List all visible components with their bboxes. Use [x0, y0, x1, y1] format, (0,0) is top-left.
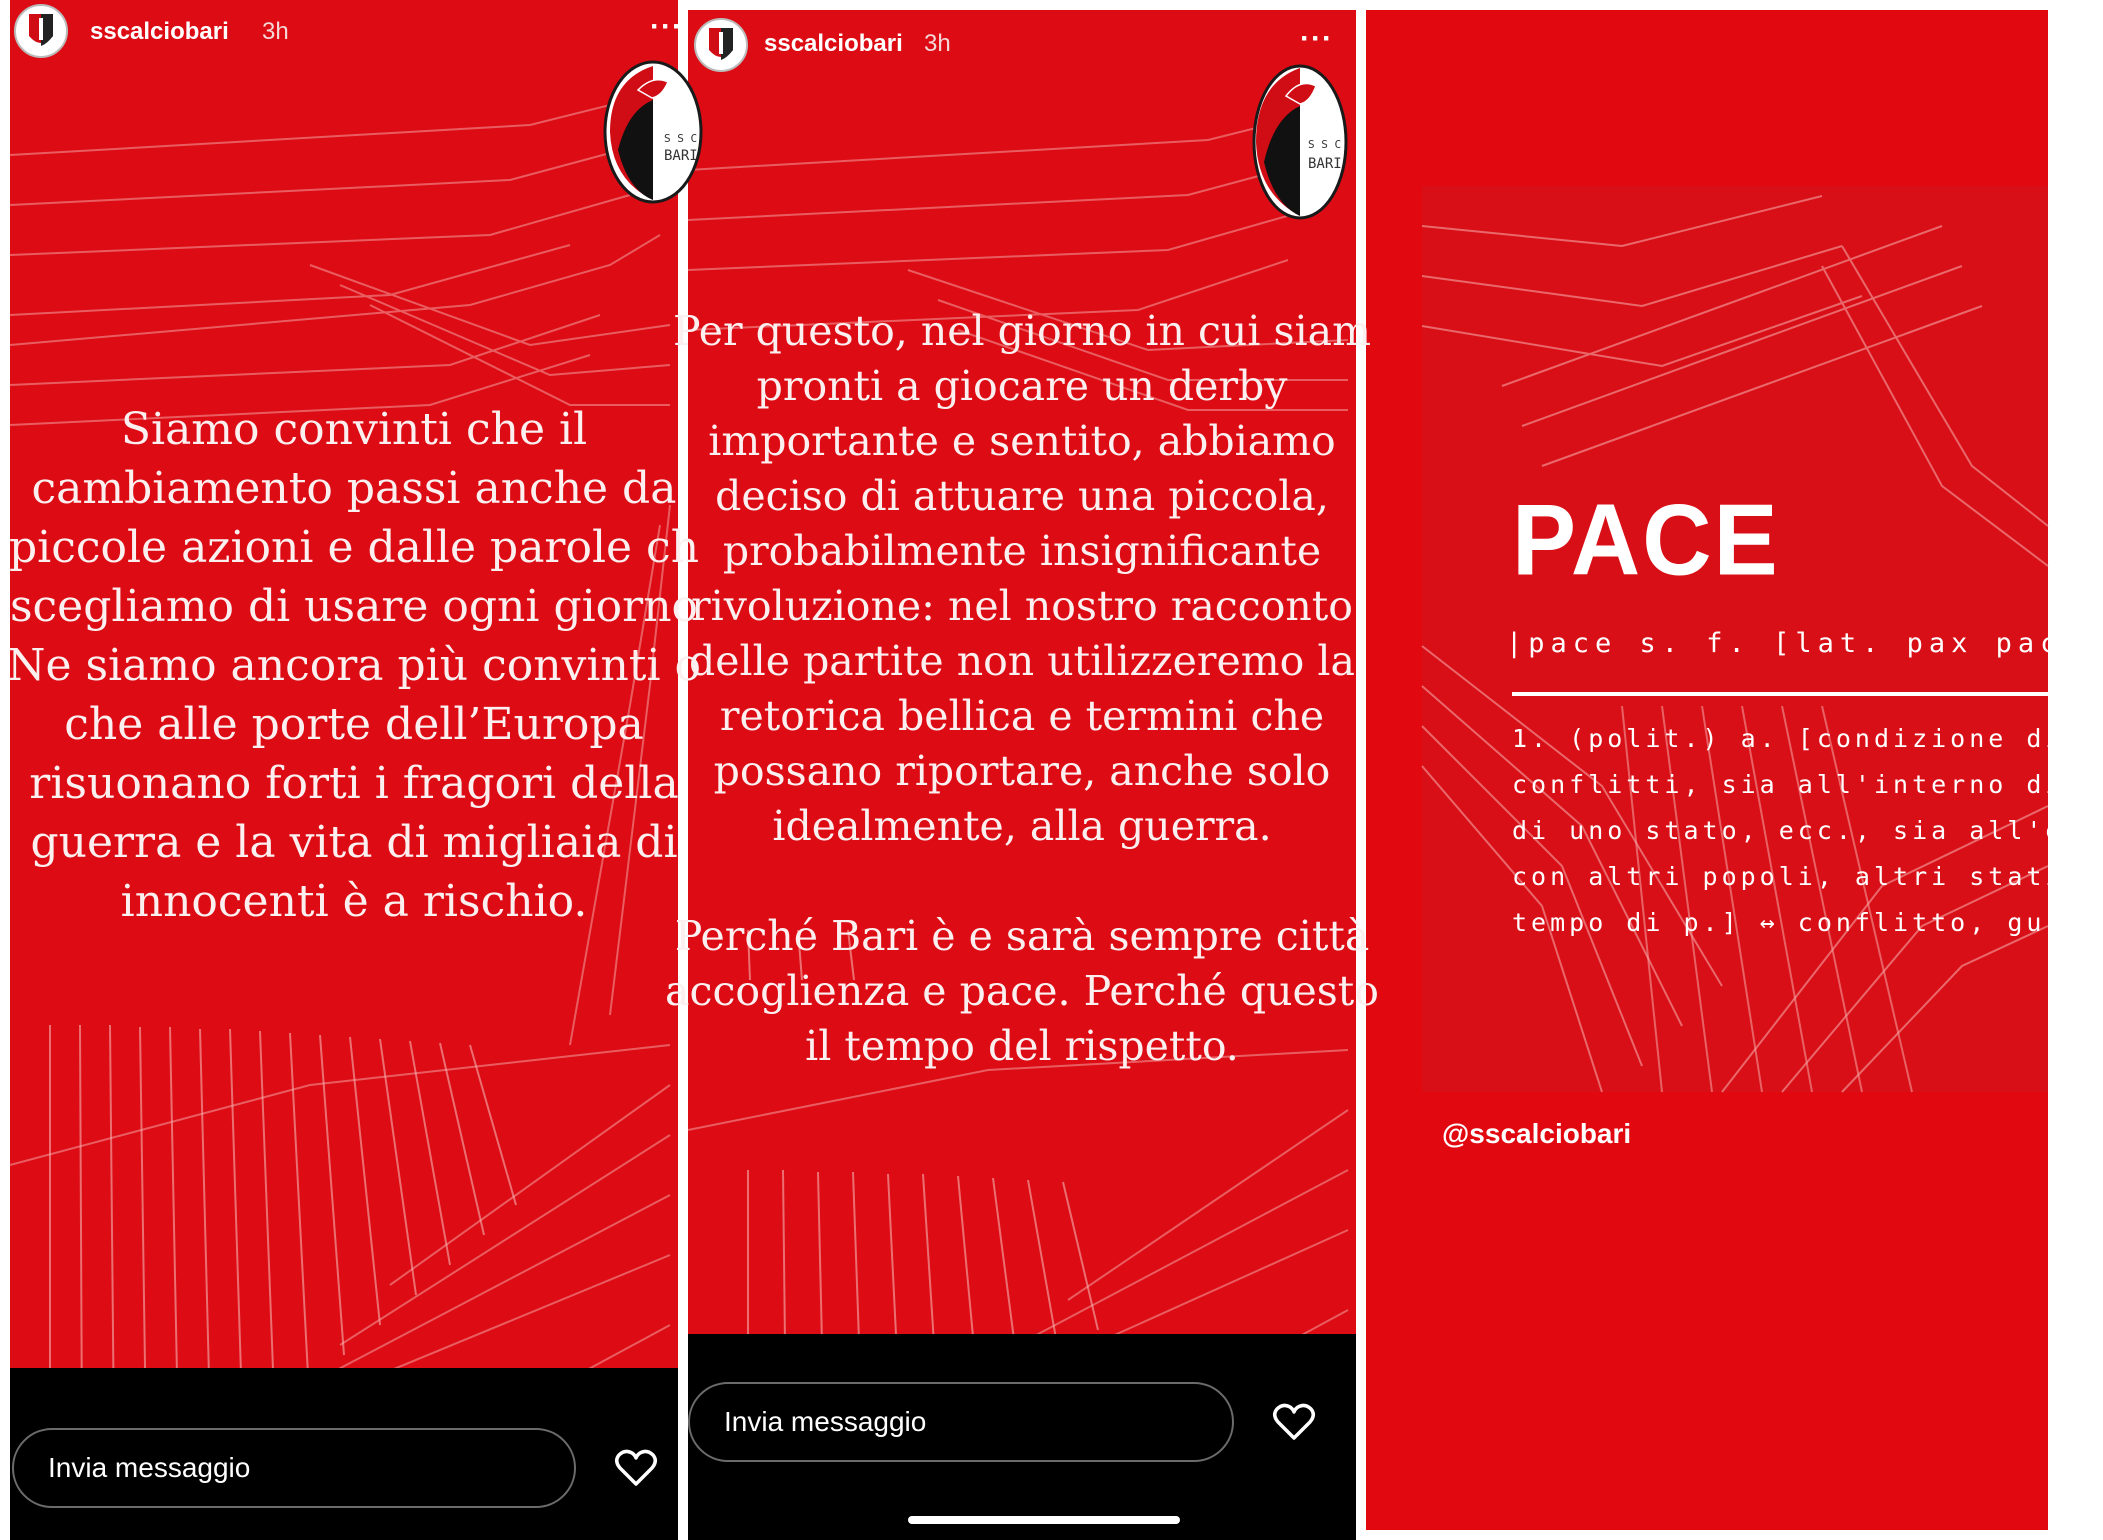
mention-handle[interactable]: @sscalciobari	[1442, 1118, 1632, 1149]
avatar[interactable]	[694, 18, 748, 72]
divider	[1512, 692, 2048, 696]
username[interactable]: sscalciobari	[764, 30, 903, 57]
reply-bar	[10, 1368, 678, 1540]
story-header	[688, 10, 1356, 80]
svg-text:BARI: BARI	[1308, 156, 1342, 172]
svg-text:S S C: S S C	[664, 132, 698, 145]
post-time: 3h	[262, 18, 289, 45]
send-message-input[interactable]	[12, 1428, 576, 1508]
definition-title: PACE	[1512, 484, 1780, 597]
avatar[interactable]	[14, 4, 68, 58]
definition-pronunciation: |pace s. f. [lat. pax pac	[1506, 628, 2063, 659]
story-panel-2	[665, 10, 1379, 1540]
more-icon[interactable]: ···	[1300, 22, 1333, 55]
send-message-input[interactable]	[688, 1382, 1234, 1462]
story-panel-1	[6, 0, 702, 1540]
club-crest-icon	[696, 20, 746, 70]
svg-text:BARI: BARI	[664, 148, 698, 164]
send-message-placeholder: Invia messaggio	[724, 1406, 927, 1437]
send-message-placeholder: Invia messaggio	[48, 1452, 251, 1483]
club-crest-icon	[16, 6, 66, 56]
svg-text:S S C: S S C	[1308, 138, 1342, 151]
heart-icon[interactable]	[614, 1448, 658, 1488]
home-indicator	[908, 1516, 1180, 1524]
reply-bar	[688, 1334, 1356, 1540]
story-text: Per questo, nel giorno in cui siam pronti a giocare un derby importante e sentito, abbiamo deciso di attuare una piccola, probabilmente insignificante rivoluzione: nel nostro racconto delle partite non utilizzeremo la retorica bellica e termini che possano riportare, anche solo idealmente, alla guerra. Perché Bari è e sarà sempre città accoglienza e pace. Perché questo il tempo del rispetto.	[665, 307, 1379, 1070]
definition-text: 1. (polit.) a. [condizione di conflitti, sia all'interno di u di uno stato, ecc., sia all'es con altri popoli, altri stati, tempo di p.] ↔ conflitto, gu	[1512, 724, 2103, 937]
story-panel-3	[1366, 10, 2103, 1530]
heart-icon[interactable]	[1272, 1402, 1316, 1442]
story-header	[10, 0, 683, 70]
post-time: 3h	[924, 30, 951, 57]
club-logo-icon	[598, 60, 698, 210]
club-logo-icon	[1250, 62, 1350, 222]
more-icon[interactable]: ···	[650, 10, 683, 43]
story-text: Siamo convinti che il cambiamento passi anche da piccole azioni e dalle parole ch scegliamo di usare ogni giorno Ne siamo ancora più convinti o che alle porte dell’Europa risuonano forti i fragori della guerra e la vita di migliaia di innocenti è a rischio.	[6, 404, 702, 927]
username[interactable]: sscalciobari	[90, 18, 229, 45]
definition-card	[1422, 186, 2103, 1092]
